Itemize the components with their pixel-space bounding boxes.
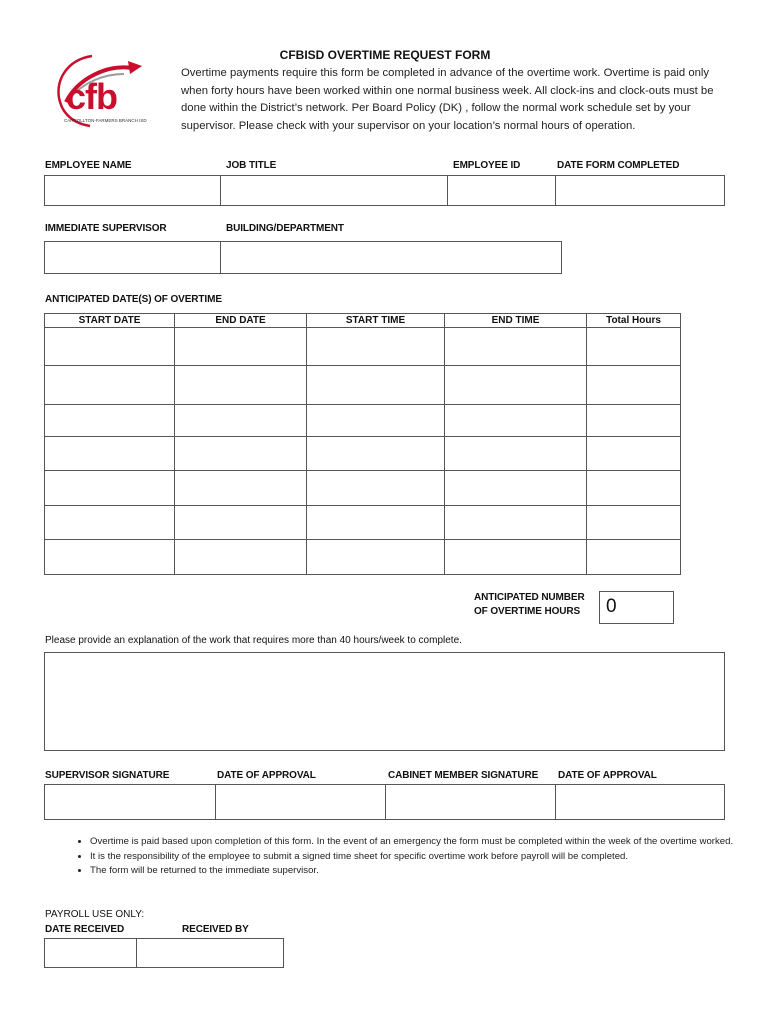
job-title-label: JOB TITLE xyxy=(226,160,277,171)
total-hours-cell[interactable] xyxy=(587,328,681,366)
start-time-cell[interactable] xyxy=(307,471,445,506)
end-time-cell[interactable] xyxy=(445,471,587,506)
table-row xyxy=(45,328,681,366)
end-time-cell[interactable] xyxy=(445,540,587,575)
column-header-end-date: END DATE xyxy=(175,314,307,328)
end-time-cell[interactable] xyxy=(445,437,587,471)
date-of-approval-label-1: DATE OF APPROVAL xyxy=(217,770,316,781)
payroll-use-only-heading: PAYROLL USE ONLY: xyxy=(45,909,145,920)
total-hours-cell[interactable] xyxy=(587,506,681,540)
end-time-cell[interactable] xyxy=(445,506,587,540)
date-of-approval-label-2: DATE OF APPROVAL xyxy=(558,770,657,781)
table-row xyxy=(45,405,681,437)
total-hours-cell[interactable] xyxy=(587,437,681,471)
explanation-label: Please provide an explanation of the work that requires more than 40 hours/week to complete. xyxy=(45,635,462,646)
end-date-cell[interactable] xyxy=(175,328,307,366)
total-hours-cell[interactable] xyxy=(587,405,681,437)
total-hours-cell[interactable] xyxy=(587,540,681,575)
start-time-cell[interactable] xyxy=(307,405,445,437)
employee-id-field[interactable] xyxy=(447,175,556,206)
notes-list xyxy=(58,835,740,879)
date-received-label: DATE RECEIVED xyxy=(45,924,125,935)
anticipated-hours-field[interactable] xyxy=(599,591,674,624)
end-date-cell[interactable] xyxy=(175,437,307,471)
start-date-cell[interactable] xyxy=(45,437,175,471)
start-time-cell[interactable] xyxy=(307,437,445,471)
date-form-completed-label: DATE FORM COMPLETED xyxy=(557,160,680,171)
end-date-cell[interactable] xyxy=(175,405,307,437)
end-time-cell[interactable] xyxy=(445,366,587,405)
anticipated-hours-value: 0 xyxy=(606,596,617,617)
total-hours-cell[interactable] xyxy=(587,471,681,506)
start-date-cell[interactable] xyxy=(45,405,175,437)
start-date-cell[interactable] xyxy=(45,540,175,575)
explanation-field[interactable] xyxy=(44,652,725,751)
logo-subtext: CARROLLTON-FARMERS BRANCH ISD xyxy=(64,118,147,123)
start-time-cell[interactable] xyxy=(307,506,445,540)
immediate-supervisor-label: IMMEDIATE SUPERVISOR xyxy=(45,223,167,234)
list-item: • It is the responsibility of the employee to submit a signed time sheet for specific overtime work before payroll will be completed. xyxy=(90,850,740,865)
start-date-cell[interactable] xyxy=(45,506,175,540)
logo-text: cfb xyxy=(66,76,117,117)
start-time-cell[interactable] xyxy=(307,540,445,575)
cabinet-member-signature-field[interactable] xyxy=(385,784,556,820)
anticipated-hours-label-line2: OF OVERTIME HOURS xyxy=(474,606,581,617)
employee-id-label: EMPLOYEE ID xyxy=(453,160,521,171)
end-date-cell[interactable] xyxy=(175,471,307,506)
column-header-start-time: START TIME xyxy=(307,314,445,328)
end-time-cell[interactable] xyxy=(445,405,587,437)
district-logo xyxy=(52,52,152,130)
end-time-cell[interactable] xyxy=(445,328,587,366)
date-form-completed-field[interactable] xyxy=(555,175,725,206)
employee-name-label: EMPLOYEE NAME xyxy=(45,160,132,171)
immediate-supervisor-field[interactable] xyxy=(44,241,221,274)
table-row xyxy=(45,437,681,471)
intro-paragraph: Overtime payments require this form be completed in advance of the overtime work. Overtime is paid only when forty hours have been worked within one normal business week. All clock-ins and clock-outs must be done within the District’s network. Per Board Policy (DK) , follow the normal work schedule set by your supervisor. Please check with your supervisor on your location’s normal hours of operation. xyxy=(181,67,714,132)
list-item: • The form will be returned to the immediate supervisor. xyxy=(90,864,740,879)
overtime-table-header xyxy=(45,314,681,328)
form-title: CFBISD OVERTIME REQUEST FORM xyxy=(279,48,491,62)
date-received-field[interactable] xyxy=(44,938,137,968)
start-time-cell[interactable] xyxy=(307,366,445,405)
received-by-label: RECEIVED BY xyxy=(182,924,249,935)
building-department-label: BUILDING/DEPARTMENT xyxy=(226,223,344,234)
list-item: • Overtime is paid based upon completion of this form. In the event of an emergency the form must be completed within the week of the overtime worked. xyxy=(90,835,740,850)
start-date-cell[interactable] xyxy=(45,366,175,405)
employee-name-field[interactable] xyxy=(44,175,221,206)
building-department-field[interactable] xyxy=(220,241,562,274)
anticipated-hours-label-line1: ANTICIPATED NUMBER xyxy=(474,592,585,603)
date-of-approval-field-1[interactable] xyxy=(215,784,386,820)
column-header-start-date: START DATE xyxy=(45,314,175,328)
table-row xyxy=(45,471,681,506)
total-hours-cell[interactable] xyxy=(587,366,681,405)
received-by-field[interactable] xyxy=(136,938,284,968)
supervisor-signature-field[interactable] xyxy=(44,784,216,820)
overtime-table xyxy=(44,313,681,575)
table-row xyxy=(45,366,681,405)
start-date-cell[interactable] xyxy=(45,328,175,366)
cabinet-member-signature-label: CABINET MEMBER SIGNATURE xyxy=(388,770,539,781)
overtime-dates-label: ANTICIPATED DATE(S) OF OVERTIME xyxy=(45,294,222,305)
start-time-cell[interactable] xyxy=(307,328,445,366)
table-row xyxy=(45,540,681,575)
start-date-cell[interactable] xyxy=(45,471,175,506)
table-row xyxy=(45,506,681,540)
supervisor-signature-label: SUPERVISOR SIGNATURE xyxy=(45,770,170,781)
end-date-cell[interactable] xyxy=(175,506,307,540)
job-title-field[interactable] xyxy=(220,175,448,206)
column-header-end-time: END TIME xyxy=(445,314,587,328)
column-header-total-hours: Total Hours xyxy=(587,314,681,328)
end-date-cell[interactable] xyxy=(175,540,307,575)
date-of-approval-field-2[interactable] xyxy=(555,784,725,820)
end-date-cell[interactable] xyxy=(175,366,307,405)
